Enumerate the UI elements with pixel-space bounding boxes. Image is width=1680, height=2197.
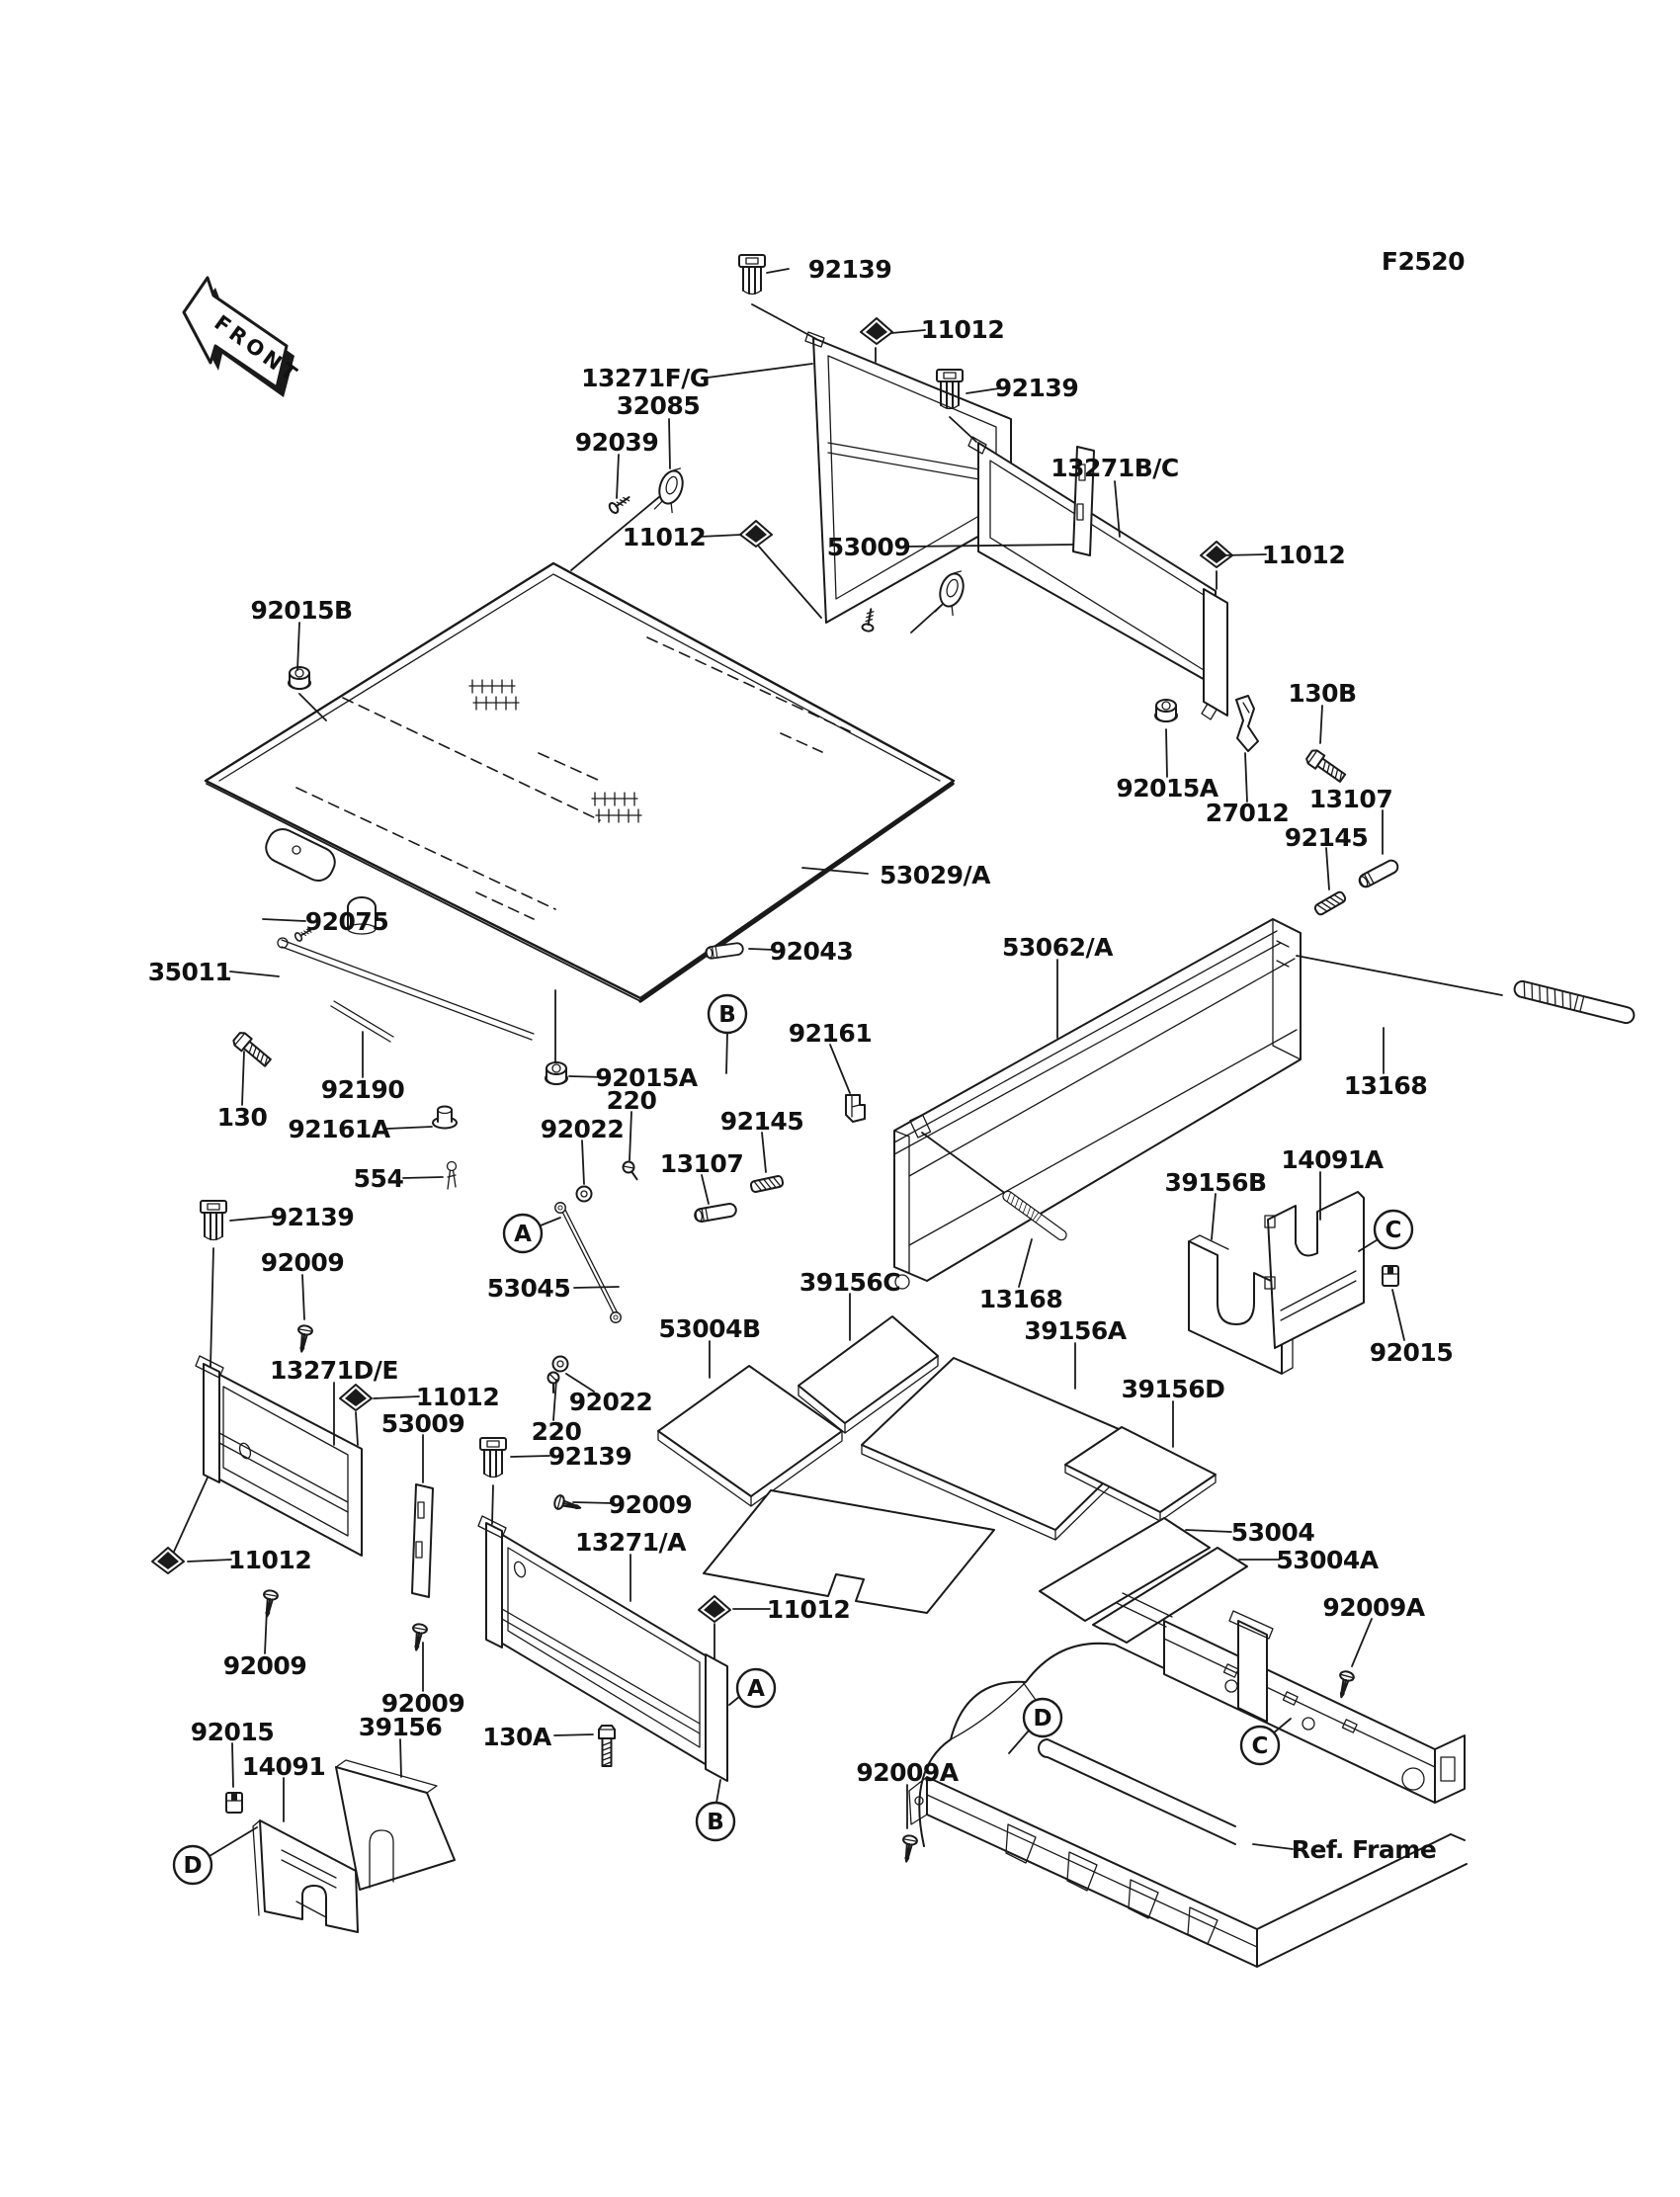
leader-line	[767, 269, 789, 273]
callout-letter: B	[707, 1810, 724, 1835]
leader-line	[573, 1502, 613, 1503]
part-label-14091A: 14091A	[1281, 1145, 1384, 1174]
callout-C	[1375, 1211, 1412, 1248]
part-label-92139: 92139	[270, 1203, 355, 1231]
capnut-11012-icon	[340, 1385, 372, 1410]
part-label-130: 130	[216, 1103, 268, 1132]
callout-letter: A	[514, 1222, 532, 1247]
part-label-92009A: 92009A	[856, 1758, 959, 1787]
leader-line	[210, 1827, 257, 1856]
screw-92039-icon	[608, 493, 632, 515]
callout-letter: D	[1033, 1706, 1052, 1732]
part-label-554: 554	[353, 1164, 404, 1193]
part-label-F2520: F2520	[1381, 247, 1466, 276]
part-label-92022: 92022	[568, 1388, 653, 1416]
callout-letter: A	[747, 1676, 765, 1702]
part-label-53004B: 53004B	[658, 1314, 761, 1343]
part-label-13271D/E: 13271D/E	[270, 1356, 398, 1385]
part-label-92145: 92145	[719, 1107, 804, 1136]
leader-line	[669, 419, 670, 468]
spring-92145-icon	[750, 1175, 784, 1192]
leader-line	[387, 1127, 432, 1129]
nut-92015a-icon	[546, 1062, 567, 1084]
ref-frame-art	[909, 1593, 1467, 1967]
part-label-39156: 39156	[358, 1713, 443, 1741]
latch-32085-icon	[653, 465, 688, 515]
callout-letter: C	[1385, 1218, 1402, 1243]
part-label-39156C: 39156C	[798, 1268, 901, 1297]
callout-letter: D	[183, 1853, 203, 1879]
part-label-92190: 92190	[320, 1075, 405, 1104]
callout-B	[709, 995, 746, 1033]
part-label-11012: 11012	[415, 1383, 500, 1411]
part-label-11012: 11012	[920, 315, 1005, 344]
callout-letter: B	[718, 1002, 736, 1028]
bolt-13168-icon	[1513, 979, 1636, 1025]
part-label-Ref. Frame: Ref. Frame	[1291, 1835, 1437, 1864]
screw-92009-icon	[553, 1494, 582, 1514]
washer-92022-icon	[553, 1357, 568, 1372]
front-arrow-icon	[184, 278, 304, 397]
plug-92139-icon	[739, 255, 765, 295]
plug-92139-icon	[201, 1201, 226, 1240]
part-label-92015B: 92015B	[250, 596, 353, 625]
latch-32085-icon	[934, 567, 968, 618]
part-label-130B: 130B	[1288, 679, 1357, 708]
leader-line	[403, 1177, 443, 1178]
stopper-92161-icon	[846, 1095, 865, 1122]
tailgate-art	[894, 919, 1301, 1289]
bolt-130-icon	[231, 1031, 273, 1069]
pin-554-icon	[448, 1162, 457, 1190]
leader-line	[1009, 1731, 1029, 1753]
part-label-92015: 92015	[190, 1718, 275, 1746]
panel-14091-art	[253, 1820, 358, 1932]
part-label-92009A: 92009A	[1322, 1593, 1425, 1622]
callout-A	[737, 1669, 775, 1707]
capnut-11012-icon	[740, 521, 772, 547]
part-label-92075: 92075	[304, 907, 389, 936]
part-label-92145: 92145	[1284, 823, 1369, 852]
bracket-27012-icon	[1236, 696, 1258, 751]
part-label-32085: 32085	[616, 391, 701, 420]
leader-line	[700, 535, 741, 537]
front-arrow-label: FRONT	[210, 310, 304, 388]
mat-panels-art	[658, 1316, 1247, 1643]
part-label-92015A: 92015A	[595, 1063, 698, 1092]
part-label-53029/A: 53029/A	[880, 861, 990, 889]
part-label-53009: 53009	[826, 533, 911, 561]
bolt-130b-icon	[1304, 748, 1347, 785]
leader-line	[1166, 729, 1167, 777]
leader-line	[1221, 554, 1266, 555]
leader-line	[708, 364, 812, 378]
screw-220-icon	[548, 1373, 559, 1394]
leader-line	[297, 623, 299, 670]
part-label-39156D: 39156D	[1121, 1375, 1225, 1403]
screw-220-icon	[621, 1159, 641, 1182]
leader-line	[716, 1780, 720, 1803]
screw-92009-icon	[409, 1623, 427, 1651]
part-label-13168: 13168	[978, 1285, 1063, 1313]
strip-53009-bottom-art	[412, 1484, 433, 1597]
part-label-53004: 53004	[1230, 1518, 1315, 1547]
part-label-92015: 92015	[1369, 1338, 1454, 1367]
leader-line	[242, 1052, 244, 1105]
capnut-11012-icon	[152, 1548, 184, 1573]
part-label-11012: 11012	[622, 523, 707, 551]
leader-line	[762, 1133, 766, 1172]
part-label-92161A: 92161A	[288, 1115, 390, 1143]
leader-line	[511, 1456, 549, 1457]
screw-92009a-icon	[899, 1834, 917, 1863]
capnut-11012-icon	[699, 1596, 730, 1622]
part-label-92015A: 92015A	[1116, 774, 1218, 803]
leader-line	[1320, 706, 1322, 743]
leader-line	[1326, 848, 1329, 889]
leader-line	[230, 972, 279, 976]
part-label-13271F/G: 13271F/G	[581, 364, 710, 392]
part-label-92009: 92009	[222, 1651, 307, 1680]
leader-line	[541, 1218, 560, 1225]
panel-14091a-art	[1265, 1192, 1364, 1348]
part-label-53045: 53045	[486, 1274, 571, 1303]
spring-92145-icon	[1313, 890, 1346, 916]
plug-92139-icon	[480, 1438, 506, 1478]
part-label-13107: 13107	[1308, 785, 1393, 813]
leader-line	[374, 1396, 419, 1398]
leader-line	[302, 1275, 304, 1319]
part-label-13271B/C: 13271B/C	[1050, 454, 1179, 482]
leader-line	[554, 1734, 593, 1735]
part-label-14091: 14091	[241, 1752, 326, 1781]
bushing-92161a-icon	[433, 1107, 457, 1129]
leader-line	[1019, 1239, 1032, 1287]
leader-line	[232, 1743, 233, 1787]
part-label-27012: 27012	[1205, 799, 1290, 827]
pin-13107-icon	[694, 1203, 737, 1223]
part-label-220: 220	[531, 1417, 582, 1446]
part-label-92022: 92022	[540, 1115, 625, 1143]
callout-D	[1024, 1699, 1061, 1736]
leader-line	[582, 1141, 584, 1184]
part-label-220: 220	[606, 1086, 657, 1115]
capnut-11012-icon	[861, 318, 892, 344]
leader-line	[263, 919, 305, 921]
leader-line	[400, 1739, 401, 1777]
callout-letter: C	[1251, 1733, 1269, 1759]
callout-A	[504, 1215, 542, 1252]
part-label-130A: 130A	[482, 1723, 551, 1751]
leader-line	[830, 1045, 850, 1093]
leader-line	[265, 1609, 267, 1653]
nut-92015a-icon	[1155, 700, 1177, 721]
leader-line	[630, 1112, 631, 1160]
part-label-13271/A: 13271/A	[575, 1528, 686, 1557]
part-label-92039: 92039	[574, 428, 659, 457]
washer-92022-icon	[577, 1187, 592, 1202]
leader-line	[1245, 753, 1247, 802]
part-label-92009: 92009	[260, 1248, 345, 1277]
part-label-39156A: 39156A	[1024, 1316, 1127, 1345]
callout-B	[697, 1803, 734, 1840]
part-label-92139: 92139	[547, 1442, 632, 1471]
part-label-53009: 53009	[380, 1409, 465, 1438]
nut-92015b-icon	[289, 667, 310, 689]
part-label-92009: 92009	[380, 1689, 465, 1718]
callout-D	[174, 1846, 211, 1884]
part-label-53062/A: 53062/A	[1002, 933, 1113, 962]
part-label-11012: 11012	[1261, 541, 1346, 569]
leader-line	[1186, 1530, 1231, 1532]
leader-line	[1352, 1619, 1372, 1666]
screw-92039-icon	[862, 608, 877, 632]
clip-92015-icon	[1383, 1266, 1398, 1286]
part-label-92043: 92043	[769, 937, 854, 966]
screw-92009a-icon	[1335, 1670, 1355, 1699]
leader-line	[188, 1560, 231, 1562]
part-label-13107: 13107	[659, 1149, 744, 1178]
part-label-35011: 35011	[147, 958, 232, 986]
part-label-92139: 92139	[994, 374, 1079, 402]
leader-line	[617, 455, 619, 498]
callout-C	[1241, 1727, 1279, 1764]
part-label-13168: 13168	[1343, 1071, 1428, 1100]
part-label-92139: 92139	[807, 255, 892, 284]
bolt-130a-icon	[599, 1726, 615, 1766]
part-label-53004A: 53004A	[1276, 1546, 1379, 1574]
gate-de-art	[196, 1356, 362, 1556]
leader-line	[1392, 1290, 1404, 1340]
leader-line	[574, 1287, 619, 1288]
screw-92009-icon	[294, 1324, 312, 1353]
screw-92009-icon	[260, 1589, 278, 1618]
part-label-39156B: 39156B	[1164, 1168, 1267, 1197]
part-label-92009: 92009	[608, 1490, 693, 1519]
leader-line	[702, 1175, 709, 1204]
part-label-11012: 11012	[227, 1546, 312, 1574]
leader-line	[1253, 1844, 1293, 1849]
clip-92015-icon	[226, 1793, 242, 1813]
part-label-11012: 11012	[766, 1595, 851, 1624]
leader-line	[1212, 1194, 1216, 1239]
part-label-92161: 92161	[788, 1019, 873, 1048]
leader-line	[726, 1033, 727, 1073]
leader-line	[230, 1217, 273, 1221]
pin-13107-icon	[1357, 858, 1399, 888]
